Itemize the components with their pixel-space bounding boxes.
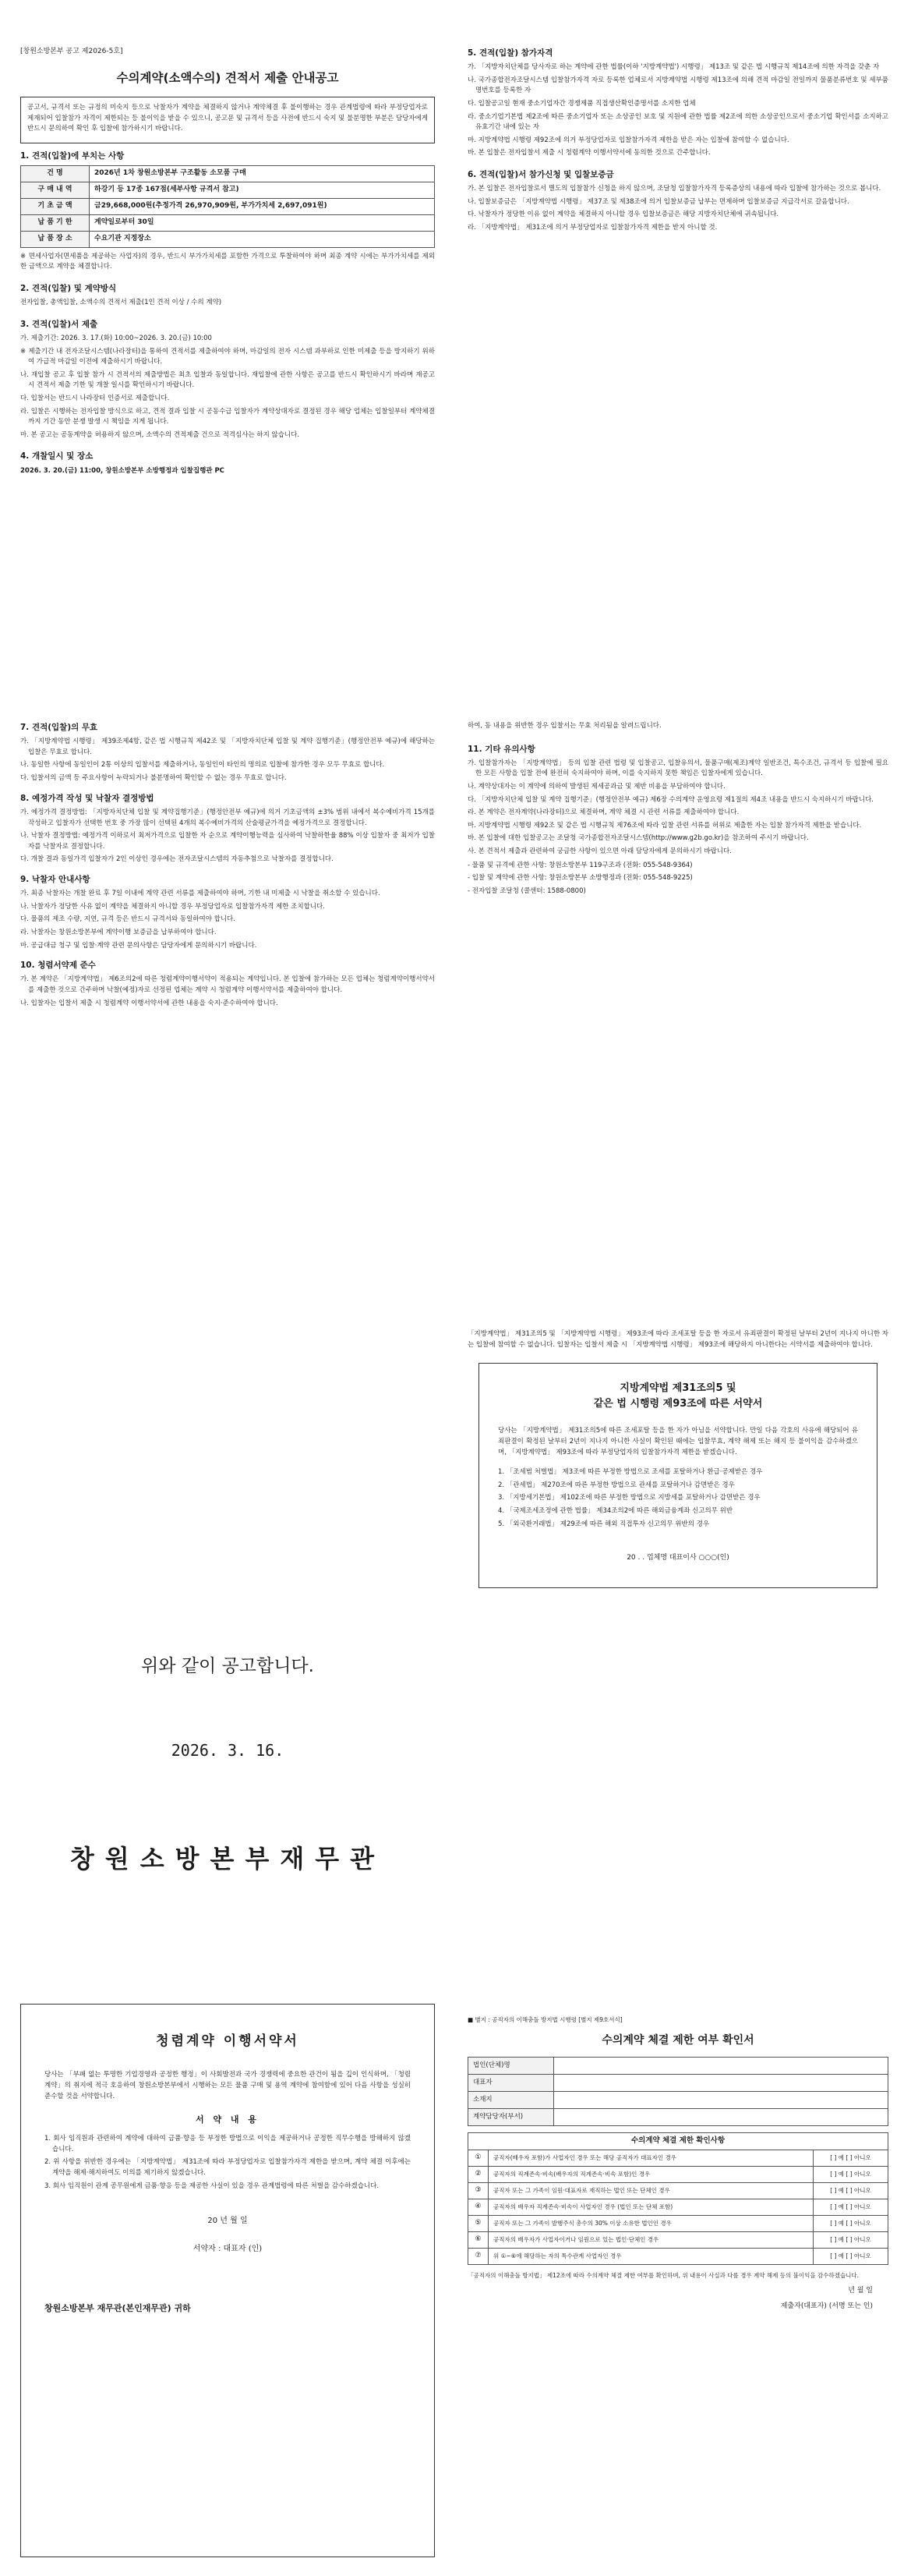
form-info-value[interactable] [554, 2092, 888, 2109]
sec10-item: 나. 입찰자는 입찰서 제출 시 청렴계약 이행서약서에 관한 내용을 숙지·준수하여야 합니다. [20, 999, 278, 1007]
pledge-date: 20 년 월 일 [207, 2217, 248, 2226]
contact-line: - 입찰 및 계약에 관한 사항: 창원소방본부 소방행정과 (전화: 055-548-9225) [468, 874, 693, 883]
form-info-key: 소재지 [468, 2092, 554, 2109]
form-footnote: 「공직자의 이해충돌 방지법」 제12조에 따라 수의계약 체결 제한 여부를 확인하며, 위 내용이 사실과 다를 경우 계약 해제 등의 불이익을 감수하겠습니다. [468, 2271, 860, 2279]
sec8-item: 가. 예정가격 결정방법: 「지방자치단체 입찰 및 계약집행기준」(행정안전부 예규)에 의거 기초금액의 ±3% 범위 내에서 복수예비가격 15개를 작성하고 입찰자가 선택한 번호 중 가장 많이 선택된 4개의 복수예비가격의 산술평균가격을 예정가격으로 결정합니다. [20, 808, 435, 827]
bid-item-row [21, 166, 435, 182]
pledge-addressee: 창원소방본부 재무관(본인재무관) 귀하 [44, 2303, 191, 2314]
pledge-signer: 서약자 : 대표자 (인) [192, 2244, 263, 2253]
pledge-item: 3. 회사 임직원이 관계 공무원에게 금품·향응 등을 제공한 사실이 있을 경우 관계법령에 따른 처벌을 감수하겠습니다. [44, 2181, 380, 2190]
form-check-row [468, 2150, 888, 2167]
pledge-list [44, 2134, 411, 2192]
form-check-row [468, 2215, 888, 2231]
bid-item-key: 납 품 기 한 [21, 214, 90, 231]
form-info-row [468, 2058, 888, 2075]
bid-item-value: 하강기 등 17종 167점(세부사항 규격서 참고) [90, 182, 435, 198]
sec5-item: 다. 입찰공고일 현재 중소기업자간 경쟁제품 직접생산확인증명서를 소지한 업체 [468, 100, 696, 108]
sec6-title: 6. 견적(입찰)서 참가신청 및 입찰보증금 [468, 170, 614, 180]
form-check-choice[interactable]: [ ] 예 [ ] 아니오 [814, 2215, 888, 2231]
form-info-row [468, 2075, 888, 2092]
announce-date: 2026. 3. 16. [171, 1741, 284, 1760]
form-check-num: ④ [468, 2199, 489, 2215]
bid-item-row [21, 214, 435, 231]
form-info-row [468, 2109, 888, 2126]
form-check-num: ① [468, 2150, 489, 2167]
oath-item: 3. 「지방세기본법」 제102조에 따른 부정한 방법으로 지방세를 포탈하거나 감면받은 경우 [498, 1494, 761, 1502]
form-check-text: 공직자의 배우자가 사업자이거나 임원으로 있는 법인·단체인 경우 [489, 2231, 814, 2248]
doc-code: [창원소방본부 공고 제2026-5호] [20, 48, 123, 55]
sec2-title: 2. 견적(입찰) 및 계약방식 [20, 283, 117, 293]
oath-title-1: 지방계약법 제31조의5 및 [620, 1382, 736, 1395]
sec6-item: 다. 낙찰자가 정당한 이유 없이 계약을 체결하지 아니할 경우 입찰보증금은 해당 지방자치단체에 귀속됩니다. [468, 211, 779, 219]
oath-box [478, 1363, 877, 1588]
bid-item-value: 계약일로부터 30일 [90, 214, 435, 231]
form-check-row [468, 2166, 888, 2182]
sec3-item: 마. 본 공고는 공동계약을 허용하지 않으며, 소액수의 견적제출 건으로 적격심사는 하지 않습니다. [20, 430, 300, 439]
form-check-choice[interactable]: [ ] 예 [ ] 아니오 [814, 2199, 888, 2215]
form-check-choice[interactable]: [ ] 예 [ ] 아니오 [814, 2248, 888, 2264]
sec11-item: 라. 본 계약은 전자계약(나라장터)으로 체결하며, 계약 체결 시 관련 서류를 제출하여야 합니다. [468, 809, 740, 817]
sec4-title: 4. 개찰일시 및 장소 [20, 451, 94, 462]
pledge-item: 1. 회사 임직원과 관련하여 계약에 대하여 금품·향응 등 부정한 방법으로 이익을 제공하거나 공정한 직무수행을 방해하지 않겠습니다. [44, 2135, 411, 2153]
panel-announcement-part4 [468, 721, 888, 1205]
sec10-list [20, 975, 435, 1009]
sec3-title: 3. 견적(입찰)서 제출 [20, 319, 98, 329]
form-sign: 제출자(대표자) (서명 또는 인) [780, 2302, 873, 2311]
sec11-contacts [468, 861, 888, 897]
form-check-choice[interactable]: [ ] 예 [ ] 아니오 [814, 2166, 888, 2182]
sec7-item: 다. 입찰서의 금액 등 주요사항이 누락되거나 불분명하여 확인할 수 없는 경우 무효로 합니다. [20, 774, 287, 783]
sec1-note: ※ 면세사업자(면세품을 제공하는 사업자)의 경우, 반드시 부가가치세를 포함한 가격으로 투찰하여야 하며 최종 계약 시에는 부가가치세를 제외한 금액으로 계약을 체결합니다. [20, 252, 435, 271]
sec8-title: 8. 예정가격 작성 및 낙찰자 결정방법 [20, 793, 154, 803]
bid-item-row [21, 182, 435, 198]
sec11-item: 바. 본 입찰에 대한 입찰공고는 조달청 국가종합전자조달시스템(http://www.g2b.go.kr)을 참조하여 주시기 바랍니다. [468, 834, 809, 843]
sec6-list [468, 184, 888, 233]
form-check-text: 공직자 또는 그 가족이 임원·대표자로 재직하는 법인 또는 단체인 경우 [489, 2182, 814, 2199]
bid-item-value: 2026년 1차 창원소방본부 구조활동 소모품 구매 [90, 166, 435, 182]
form-info-key: 법인(단체)명 [468, 2058, 554, 2075]
oath-list [498, 1467, 858, 1530]
form-check-num: ⑥ [468, 2231, 489, 2248]
oath-item: 4. 「국제조세조정에 관한 법률」 제34조의2에 따른 해외금융계좌 신고의무 위반 [498, 1507, 733, 1516]
form-info-table [468, 2057, 888, 2126]
sec7-list [20, 737, 435, 784]
form-info-value[interactable] [554, 2058, 888, 2075]
sec7-title: 7. 견적(입찰)의 무효 [20, 723, 98, 732]
sec6-tail: 하여, 동 내용을 위반한 경우 입찰서는 무효 처리됨을 알려드립니다. [468, 722, 662, 730]
sec4-text: 2026. 3. 20.(금) 11:00, 창원소방본부 소방행정과 입찰집행관 PC [20, 466, 224, 475]
bid-item-key: 기 초 금 액 [21, 198, 90, 214]
bid-item-key: 구 매 내 역 [21, 182, 90, 198]
sec2-text: 전자입찰, 총액입찰, 소액수의 견적서 제출(1인 견적 이상 / 수의 계약) [20, 299, 222, 307]
sec11-item: 다. 「지방자치단체 입찰 및 계약 집행기준」(행정안전부 예규) 제6장 수의계약 운영요령 제1절의 제4조 내용을 반드시 숙지하시기 바랍니다. [468, 795, 874, 804]
intro-box [20, 97, 435, 143]
contact-line: - 전자입찰 조달청 (콜센터: 1588-0800) [468, 886, 586, 895]
sec7-item: 가. 「지방계약법 시행령」 제39조제4항, 같은 법 시행규칙 제42조 및 「지방자치단체 입찰 및 계약 집행기준」(행정안전부 예규)에 해당하는 입찰은 무효로 합니다. [20, 738, 435, 756]
form-check-row [468, 2231, 888, 2248]
oath-title-2: 같은 법 시행령 제93조에 따른 서약서 [593, 1398, 763, 1410]
form-check-row [468, 2199, 888, 2215]
oath-prelude: 「지방계약법」 제31조의5 및 「지방계약법 시행령」 제93조에 따라 조세포탈 등을 한 자로서 유죄판결이 확정된 날부터 2년이 지나지 아니한 자는 입찰에 참여할 수 없습니다. 입찰자는 입찰서 제출 시 「지방계약법 시행령」 제93조에 해당하지 아니한다는 서약서를 제출하여야 합니다. [468, 1330, 888, 1349]
sec9-item: 다. 물품의 제조 수량, 지연, 규격 등은 반드시 규격서와 동일하여야 합니다. [20, 915, 235, 924]
sec11-title: 11. 기타 유의사항 [468, 744, 535, 754]
pledge-body: 당사는 「부패 없는 투명한 기업경영과 공정한 행정」이 사회발전과 국가 경쟁력에 중요한 관건이 됨을 깊이 인식하며, 「청렴계약」의 취지에 적극 호응하여 창원소방본부에서 시행하는 모든 물품 구매 및 용역 계약에 참여함에 있어 다음 사항을 성실히 준수할 것을 서약합니다. [44, 2071, 411, 2100]
sec11-item: 사. 본 견적서 제출과 관련하여 궁금한 사항이 있으면 아래 담당자에게 문의하시기 바랍니다. [468, 847, 732, 856]
form-check-text: 위 ①~⑥에 해당하는 자의 특수관계 사업자인 경우 [489, 2248, 814, 2264]
bid-item-row [21, 198, 435, 214]
form-check-row [468, 2248, 888, 2264]
form-check-text: 공직자의 직계존속·비속(배우자의 직계존속·비속 포함)인 경우 [489, 2166, 814, 2182]
sec6-item: 나. 입찰보증금은 「지방계약법 시행령」 제37조 및 제38조에 의거 입찰보증금 납부는 면제하며 입찰보증금 지급각서로 갈음합니다. [468, 197, 849, 206]
form-info-key: 계약담당자(부서) [468, 2109, 554, 2126]
pledge-title: 청렴계약 이행서약서 [156, 2033, 299, 2049]
form-check-num: ② [468, 2166, 489, 2182]
sec11-list [468, 759, 888, 858]
form-info-value[interactable] [554, 2075, 888, 2092]
bid-item-key: 납 품 장 소 [21, 231, 90, 247]
sec3-list [20, 334, 435, 441]
form-check-text: 공직자(배우자 포함)가 사업자인 경우 또는 해당 공직자가 대표자인 경우 [489, 2150, 814, 2167]
sec3-item: 다. 입찰서는 반드시 나라장터 인증서로 제출합니다. [20, 394, 170, 402]
bid-item-value: 금29,668,000원(추정가격 26,970,909원, 부가가치세 2,697,091원) [90, 198, 435, 214]
form-info-key: 대표자 [468, 2075, 554, 2092]
sec6-item: 가. 본 입찰은 전자입찰로서 별도의 입찰참가 신청을 하지 않으며, 조달청 입찰참가자격 등록증상의 내용에 따라 입찰에 참가하는 것으로 봅니다. [468, 185, 881, 193]
announce-line: 위와 같이 공고합니다. [141, 1656, 314, 1676]
sec3-item: 가. 제출기간: 2026. 3. 17.(화) 10:00~2026. 3. 20.(금) 10:00 [20, 334, 212, 342]
sec10-item: 가. 본 계약은 「지방계약법」 제6조의2에 따른 청렴계약이행서약이 적용되는 계약입니다. 본 입찰에 참가하는 모든 업체는 청렴계약이행서약서를 제출한 것으로 간주하며 낙찰(예정)자로 선정된 업체는 계약 시 청렴계약 이행서약서를 제출하여야 합니다. [20, 975, 435, 994]
sec3-item: ※ 제출기간 내 전자조달시스템(나라장터)을 통하여 견적서를 제출하여야 하며, 마감일의 전자 시스템 과부하로 인한 미제출 등을 방지하기 위하여 가급적 마감일 이전에 제출하시기 바랍니다. [20, 347, 435, 366]
sec11-item: 가. 입찰참가자는 「지방계약법」 등의 입찰 관련 법령 및 입찰공고, 입찰유의서, 물품구매(제조)계약 일반조건, 특수조건, 규격서 등 입찰에 필요한 모든 사항을 입찰 전에 완전히 숙지하여야 하며, 이를 숙지하지 못한 책임은 입찰자에게 있습니다. [468, 759, 888, 778]
pledge-subtitle: 서 약 내 용 [196, 2114, 260, 2125]
sec5-item: 라. 중소기업기본법 제2조에 따른 중소기업자 또는 소상공인 보호 및 지원에 관한 법률 제2조에 의한 소상공인으로서 중소기업 확인서를 소지하고 유효기간 내에 있는 자 [468, 112, 888, 132]
sec9-item: 나. 낙찰자가 정당한 사유 없이 계약을 체결하지 아니할 경우 부정당업자로 입찰참가자격 제한 조치합니다. [20, 902, 325, 911]
sec5-item: 가. 「지방자치단체를 당사자로 하는 계약에 관한 법률(이하 '지방계약법') 시행령」 제13조 및 같은 법 시행규칙 제14조에 의한 자격을 갖춘 자 [468, 63, 880, 72]
panel-oath [468, 1329, 888, 2000]
sec3-item: 나. 재입찰 공고 후 입찰 참가 시 견적서의 제출방법은 최초 입찰과 동일합니다. 재입찰에 관한 사항은 공고를 반드시 확인하시기 바라며 재공고 시 견적서 제출 기한 및 개찰 일시를 확인하시기 바랍니다. [20, 370, 435, 390]
form-check-table [468, 2150, 888, 2265]
sec9-title: 9. 낙찰자 안내사항 [20, 874, 90, 884]
bid-item-value: 수요기관 지정장소 [90, 231, 435, 247]
intro-text: 공고서, 규격서 또는 규정의 미숙지 등으로 낙찰자가 계약을 체결하지 않거나 계약체결 후 불이행하는 경우 관계법령에 따라 부정당업자로 제재되어 입찰참가 자격이 제한되는 등 불이익을 받을 수 있으니, 공고문 및 규격서 등을 사전에 반드시 숙지 및 불분명한 부분은 담당자에게 반드시 문의하여 확인 후 입찰에 참가하시기 바랍니다. [27, 103, 428, 133]
pledge-item: 2. 위 사항을 위반한 경우에는 「지방계약법」 제31조에 따라 부정당업자로 입찰참가자격 제한을 받으며, 계약 체결 이후에는 계약을 해제·해지하여도 이의를 제기하지 않겠습니다. [44, 2158, 411, 2177]
sec9-list [20, 889, 435, 951]
sec8-item: 다. 개찰 결과 동일가격 입찰자가 2인 이상인 경우에는 전자조달시스템의 자동추첨으로 낙찰자를 결정합니다. [20, 855, 334, 864]
sec5-item: 바. 본 입찰은 전자입찰서 제출 시 청렴계약 이행서약서에 동의한 것으로 간주합니다. [468, 149, 711, 157]
form-info-value[interactable] [554, 2109, 888, 2126]
bid-item-row [21, 231, 435, 247]
oath-body: 당사는 「지방계약법」 제31조의5에 따른 조세포탈 등을 한 자가 아님을 서약합니다. 만일 다음 각호의 사유에 해당되어 유죄판결이 확정된 날부터 2년이 지나지 아니한 사실이 확인된 때에는 입찰무효, 계약 해제 또는 해지 등 불이익을 감수하겠으며, 「지방계약법」 제93조에 따라 부정당업자의 입찰참가자격 제한을 받겠습니다. [498, 1427, 858, 1456]
form-info-row [468, 2092, 888, 2109]
form-date: 년 월 일 [848, 2287, 873, 2295]
sec11-item: 나. 계약상대자는 이 계약에 의하여 발생된 제세공과금 및 제반 비용을 부담하여야 합니다. [468, 783, 726, 791]
oath-item: 1. 「조세범 처벌법」 제3조에 따른 부정한 방법으로 조세를 포탈하거나 환급·공제받은 경우 [498, 1468, 763, 1477]
issuer-name: 창원소방본부재무관 [69, 1844, 386, 1874]
sec9-item: 라. 낙찰자는 창원소방본부에 계약이행 보증금을 납부하여야 합니다. [20, 928, 217, 936]
panel-announcement-part2 [468, 47, 888, 686]
sec8-item: 나. 낙찰자 결정방법: 예정가격 이하로서 최저가격으로 입찰한 자 순으로 계약이행능력을 심사하여 낙찰하한율 88% 이상 입찰자 중 최저가 입찰자를 낙찰자로 결정합니다. [20, 832, 435, 851]
sec3-item: 라. 입찰은 시행하는 전자입찰 방식으로 하고, 견적 결과 입찰 시 공동수급 입찰자가 계약상대자로 결정된 경우 해당 업체는 입찰일부터 계약체결까지 기간 동안 분쟁 발생 시 책임을 지게 됩니다. [20, 407, 435, 426]
panel-announcement-part3 [20, 721, 435, 1205]
sec5-item: 나. 국가종합전자조달시스템 입찰참가자격 자로 등록한 업체로서 지방계약법 시행령 제13조에 의해 견적 마감일 전일까지 물품분류번호 및 세부품명번호를 등록한 자 [468, 76, 888, 95]
form-section-label: 수의계약 체결 제한 확인사항 [468, 2132, 888, 2150]
oath-item: 2. 「관세법」 제270조에 따른 부정한 방법으로 관세를 포탈하거나 감면받은 경우 [498, 1481, 735, 1489]
form-heading-note: ■ 별지 : 공직자의 이해충돌 방지법 시행령 [별지 제9호서식] [468, 2016, 623, 2023]
panel-integrity-pledge [20, 2004, 435, 2557]
page-title: 수의계약(소액수의) 견적서 제출 안내공고 [116, 70, 339, 85]
sec9-item: 마. 공급대금 청구 및 입찰·계약 관련 문의사항은 담당자에게 문의하시기 바랍니다. [20, 941, 257, 950]
bid-item-key: 건 명 [21, 166, 90, 182]
sec8-list [20, 808, 435, 865]
form-check-choice[interactable]: [ ] 예 [ ] 아니오 [814, 2150, 888, 2167]
form-check-num: ⑤ [468, 2215, 489, 2231]
bid-items-table [20, 165, 435, 248]
form-check-num: ⑦ [468, 2248, 489, 2264]
sec9-item: 가. 최종 낙찰자는 개찰 완료 후 7일 이내에 계약 관련 서류를 제출하여야 하며, 기한 내 미제출 시 낙찰을 취소할 수 있습니다. [20, 890, 380, 898]
panel-confirmation-form [468, 2015, 888, 2561]
panel-announcement-part1 [20, 47, 435, 686]
oath-item: 5. 「외국환거래법」 제29조에 따른 해외 직접투자 신고의무 위반의 경우 [498, 1520, 710, 1528]
panel-announce-close [20, 1279, 435, 1980]
form-check-text: 공직자 또는 그 가족이 발행주식 총수의 30% 이상 소유한 법인인 경우 [489, 2215, 814, 2231]
sec11-item: 마. 지방계약법 시행령 제92조 및 같은 법 시행규칙 제76조에 따라 입찰 관련 서류를 허위로 제출한 자는 입찰 참가자격 제한을 받습니다. [468, 821, 862, 830]
contact-line: - 물품 및 규격에 관한 사항: 창원소방본부 119구조과 (전화: 055-548-9364) [468, 861, 693, 869]
oath-date-sign: 20 . . 업체명 대표이사 ○○○(인) [627, 1554, 729, 1562]
form-check-choice[interactable]: [ ] 예 [ ] 아니오 [814, 2231, 888, 2248]
sec5-title: 5. 견적(입찰) 참가자격 [468, 48, 553, 58]
sec1-title: 1. 견적(입찰)에 부치는 사항 [20, 150, 125, 161]
sec7-item: 나. 동일한 사항에 동일인이 2통 이상의 입찰서를 제출하거나, 동일인이 타인의 명의로 입찰에 참가한 경우 모두 무효로 합니다. [20, 761, 385, 770]
sec5-list [468, 62, 888, 159]
sec6-item: 라. 「지방계약법」 제31조에 의거 부정당업자로 입찰참가자격 제한을 받지 아니할 것. [468, 224, 718, 232]
sec5-item: 마. 지방계약법 시행령 제92조에 의거 부정당업자로 입찰참가자격 제한을 받은 자는 입찰에 참여할 수 없습니다. [468, 136, 789, 144]
form-check-choice[interactable]: [ ] 예 [ ] 아니오 [814, 2182, 888, 2199]
form-check-text: 공직자의 배우자 직계존속·비속이 사업자인 경우 (법인 또는 단체 포함) [489, 2199, 814, 2215]
form-title: 수의계약 체결 제한 여부 확인서 [602, 2033, 754, 2047]
form-check-num: ③ [468, 2182, 489, 2199]
form-check-row [468, 2182, 888, 2199]
sec10-title: 10. 청렴서약제 준수 [20, 961, 96, 971]
